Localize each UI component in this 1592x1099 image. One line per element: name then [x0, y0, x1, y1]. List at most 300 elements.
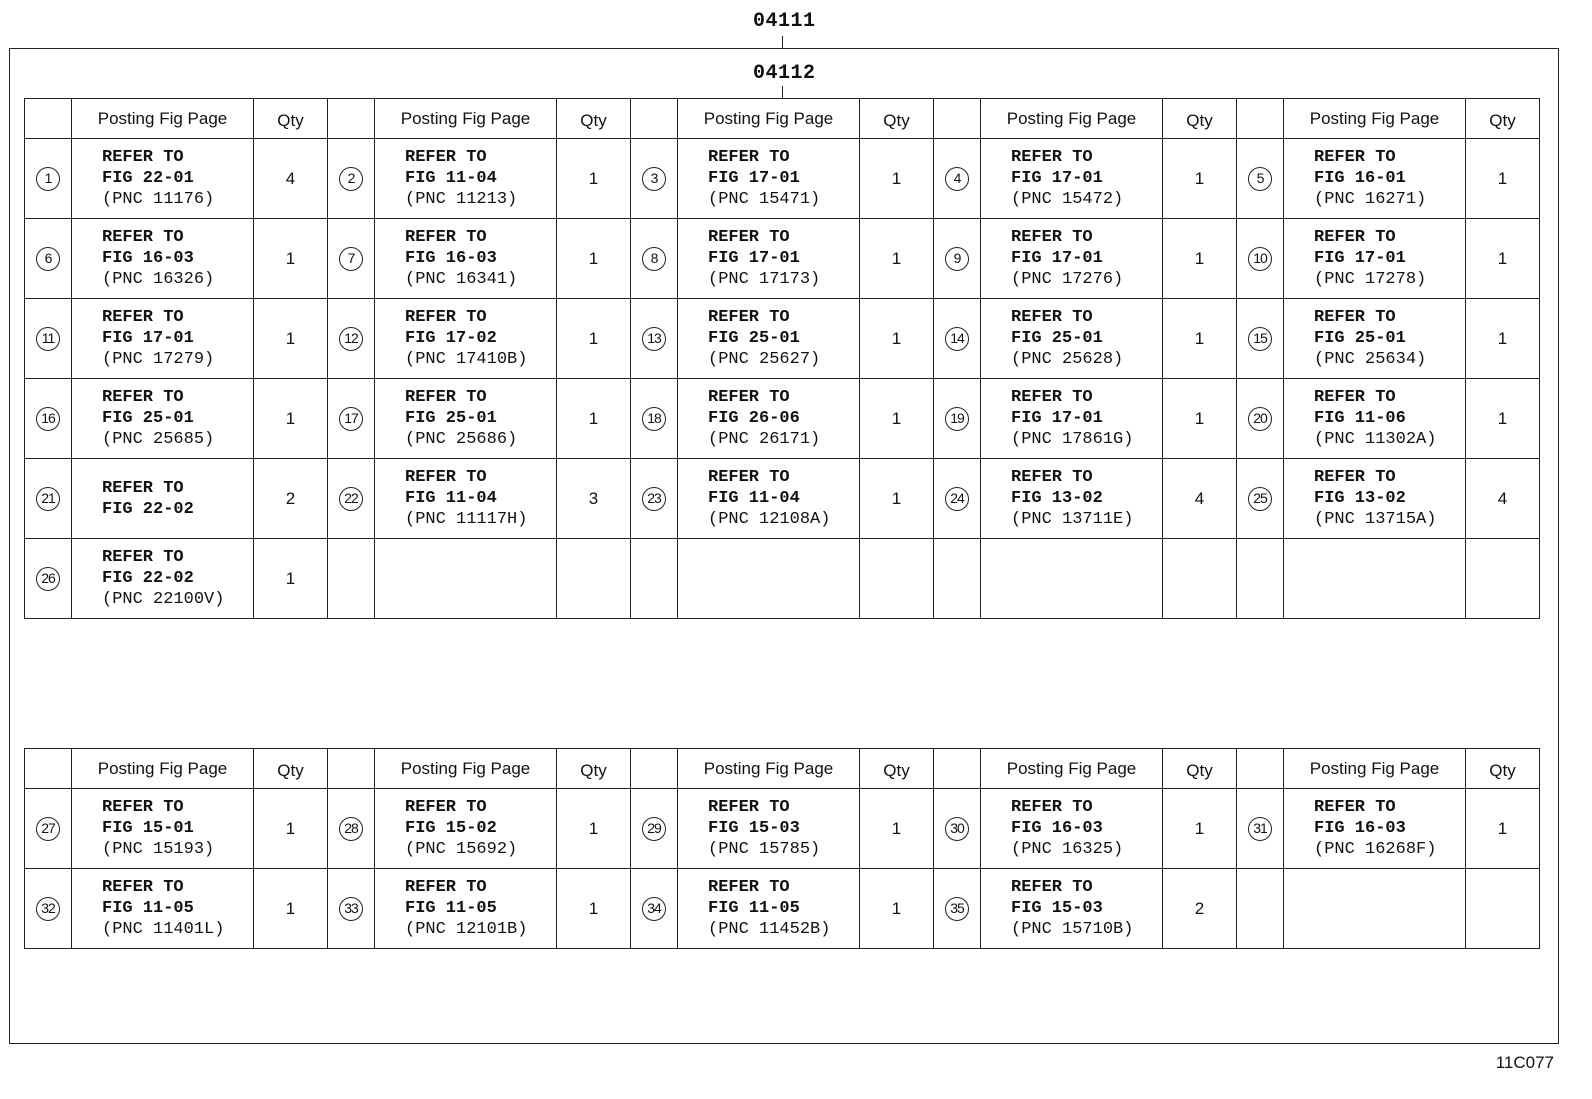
refer-to-text: REFER TO: [1011, 148, 1093, 167]
pnc-text: (PNC 16268F): [1314, 840, 1437, 859]
fig-page-text: FIG 25-01: [1011, 329, 1103, 348]
qty-cell: 1: [557, 139, 631, 219]
item-number-cell: [328, 539, 375, 619]
refer-to-text: REFER TO: [1314, 798, 1396, 817]
header-number-cell: [631, 99, 678, 139]
refer-to-text: REFER TO: [1011, 798, 1093, 817]
reference-cell: [72, 539, 254, 619]
reference-cell: [1284, 139, 1466, 219]
refer-to-text: REFER TO: [1314, 468, 1396, 487]
item-number-cell: [25, 869, 72, 949]
item-number-cell: [934, 459, 981, 539]
qty-cell: 1: [860, 219, 934, 299]
fig-page-text: FIG 17-01: [708, 169, 800, 188]
figure-code: 11C077: [1495, 1053, 1554, 1072]
qty-cell: 1: [860, 789, 934, 869]
reference-cell: [1284, 539, 1466, 619]
fig-page-text: FIG 11-06: [1314, 409, 1406, 428]
item-number-cell: [1237, 539, 1284, 619]
pnc-text: (PNC 12108A): [708, 510, 831, 529]
item-number-cell: [25, 459, 72, 539]
pnc-text: (PNC 15710B): [1011, 920, 1134, 939]
table-row: [25, 789, 1540, 869]
item-number-badge: 11: [36, 327, 60, 351]
item-number-cell: [934, 789, 981, 869]
item-number-cell: [1237, 789, 1284, 869]
item-number-cell: [328, 459, 375, 539]
pnc-text: (PNC 13711E): [1011, 510, 1134, 529]
qty-cell: 1: [860, 139, 934, 219]
item-number-badge: 23: [642, 487, 666, 511]
header-qty: Qty: [1466, 749, 1540, 789]
reference-cell: [981, 539, 1163, 619]
reference-cell: [375, 539, 557, 619]
item-number-cell: [1237, 219, 1284, 299]
qty-cell: 4: [1163, 459, 1237, 539]
header-posting-fig-page: Posting Fig Page: [375, 99, 557, 139]
fig-page-text: FIG 15-01: [102, 819, 194, 838]
item-number-badge: 1: [36, 167, 60, 191]
refer-to-text: REFER TO: [102, 148, 184, 167]
item-number-cell: [1237, 869, 1284, 949]
reference-cell: [678, 869, 860, 949]
fig-page-text: FIG 17-01: [1314, 249, 1406, 268]
item-number-cell: [1237, 459, 1284, 539]
item-number-badge: 35: [945, 897, 969, 921]
pnc-text: (PNC 17861G): [1011, 430, 1134, 449]
fig-page-text: FIG 11-04: [405, 169, 497, 188]
item-number-badge: 20: [1248, 407, 1272, 431]
item-number-badge: 4: [945, 167, 969, 191]
header-posting-fig-page: Posting Fig Page: [981, 99, 1163, 139]
pnc-text: (PNC 12101B): [405, 920, 528, 939]
header-posting-fig-page: Posting Fig Page: [981, 749, 1163, 789]
pnc-text: (PNC 25686): [405, 430, 518, 449]
refer-to-text: REFER TO: [102, 548, 184, 567]
item-number-badge: 10: [1248, 247, 1272, 271]
item-number-cell: [631, 379, 678, 459]
item-number-badge: 16: [36, 407, 60, 431]
qty-cell: 1: [1466, 299, 1540, 379]
qty-cell: 1: [254, 379, 328, 459]
refer-to-text: REFER TO: [708, 388, 790, 407]
reference-cell: [678, 139, 860, 219]
header-qty: Qty: [860, 749, 934, 789]
qty-cell: 1: [557, 219, 631, 299]
qty-cell: 3: [557, 459, 631, 539]
reference-cell: [375, 139, 557, 219]
pnc-text: (PNC 17278): [1314, 270, 1427, 289]
refer-to-text: REFER TO: [1011, 878, 1093, 897]
pnc-text: (PNC 15472): [1011, 190, 1124, 209]
pnc-text: (PNC 25627): [708, 350, 821, 369]
refer-to-text: REFER TO: [1314, 388, 1396, 407]
qty-cell: 1: [557, 869, 631, 949]
item-number-badge: 5: [1248, 167, 1272, 191]
item-number-cell: [631, 139, 678, 219]
header-posting-fig-page: Posting Fig Page: [72, 99, 254, 139]
fig-page-text: FIG 15-03: [708, 819, 800, 838]
refer-to-text: REFER TO: [405, 878, 487, 897]
pnc-text: (PNC 13715A): [1314, 510, 1437, 529]
qty-cell: 1: [1163, 379, 1237, 459]
fig-page-text: FIG 17-01: [708, 249, 800, 268]
header-row: [25, 749, 1540, 789]
qty-cell: 1: [1466, 139, 1540, 219]
pnc-text: (PNC 16326): [102, 270, 215, 289]
pnc-text: (PNC 25628): [1011, 350, 1124, 369]
refer-to-text: REFER TO: [405, 308, 487, 327]
header-number-cell: [934, 99, 981, 139]
item-number-cell: [25, 219, 72, 299]
table-row: [25, 869, 1540, 949]
item-number-badge: 9: [945, 247, 969, 271]
refer-to-text: REFER TO: [405, 388, 487, 407]
pnc-text: (PNC 11176): [102, 190, 215, 209]
header-number-cell: [25, 749, 72, 789]
header-qty: Qty: [254, 99, 328, 139]
fig-page-text: FIG 15-02: [405, 819, 497, 838]
pnc-text: (PNC 25685): [102, 430, 215, 449]
fig-page-text: FIG 22-01: [102, 169, 194, 188]
item-number-badge: 7: [339, 247, 363, 271]
reference-cell: [72, 789, 254, 869]
pnc-text: (PNC 22100V): [102, 590, 225, 609]
reference-cell: [1284, 379, 1466, 459]
table-row: [25, 459, 1540, 539]
item-number-badge: 31: [1248, 817, 1272, 841]
reference-cell: [1284, 459, 1466, 539]
item-number-badge: 14: [945, 327, 969, 351]
fig-page-text: FIG 17-01: [1011, 409, 1103, 428]
header-qty: Qty: [860, 99, 934, 139]
pnc-text: (PNC 16325): [1011, 840, 1124, 859]
pnc-text: (PNC 16271): [1314, 190, 1427, 209]
item-number-badge: 33: [339, 897, 363, 921]
header-number-cell: [631, 749, 678, 789]
item-number-badge: 22: [339, 487, 363, 511]
item-number-cell: [25, 299, 72, 379]
item-number-cell: [934, 139, 981, 219]
qty-cell: 1: [254, 789, 328, 869]
qty-cell: 1: [1163, 299, 1237, 379]
qty-cell: [557, 539, 631, 619]
header-posting-fig-page: Posting Fig Page: [1284, 99, 1466, 139]
fig-page-text: FIG 17-01: [1011, 249, 1103, 268]
item-number-cell: [328, 869, 375, 949]
item-number-badge: 26: [36, 567, 60, 591]
item-number-cell: [328, 139, 375, 219]
header-row: [25, 99, 1540, 139]
reference-cell: [981, 219, 1163, 299]
header-number-cell: [25, 99, 72, 139]
refer-to-text: REFER TO: [1011, 468, 1093, 487]
refer-to-text: REFER TO: [405, 228, 487, 247]
pnc-text: (PNC 11117H): [405, 510, 528, 529]
reference-cell: [1284, 219, 1466, 299]
header-number-cell: [934, 749, 981, 789]
fig-page-text: FIG 25-01: [1314, 329, 1406, 348]
fig-page-text: FIG 17-01: [1011, 169, 1103, 188]
reference-cell: [678, 539, 860, 619]
pnc-text: (PNC 25634): [1314, 350, 1427, 369]
refer-to-text: REFER TO: [708, 308, 790, 327]
refer-to-text: REFER TO: [1011, 228, 1093, 247]
qty-cell: 1: [557, 379, 631, 459]
item-number-cell: [328, 219, 375, 299]
item-number-badge: 2: [339, 167, 363, 191]
pnc-text: (PNC 11213): [405, 190, 518, 209]
item-number-badge: 15: [1248, 327, 1272, 351]
table-row: [25, 139, 1540, 219]
qty-cell: 1: [254, 869, 328, 949]
reference-cell: [981, 789, 1163, 869]
reference-cell: [72, 379, 254, 459]
pnc-text: (PNC 15692): [405, 840, 518, 859]
header-posting-fig-page: Posting Fig Page: [678, 99, 860, 139]
qty-cell: 1: [1466, 379, 1540, 459]
pnc-text: (PNC 26171): [708, 430, 821, 449]
qty-cell: 1: [1163, 219, 1237, 299]
item-number-cell: [1237, 139, 1284, 219]
header-qty: Qty: [1466, 99, 1540, 139]
reference-cell: [375, 789, 557, 869]
reference-cell: [72, 299, 254, 379]
reference-cell: [981, 459, 1163, 539]
reference-cell: [1284, 869, 1466, 949]
reference-cell: [72, 139, 254, 219]
sub-assembly-code: 04112: [753, 62, 816, 85]
fig-page-text: FIG 22-02: [102, 569, 194, 588]
fig-page-text: FIG 11-05: [405, 899, 497, 918]
refer-to-text: REFER TO: [102, 308, 184, 327]
item-number-badge: 6: [36, 247, 60, 271]
refer-to-text: REFER TO: [102, 878, 184, 897]
header-qty: Qty: [254, 749, 328, 789]
refer-to-text: REFER TO: [405, 148, 487, 167]
reference-cell: [375, 219, 557, 299]
item-number-cell: [25, 539, 72, 619]
qty-cell: 1: [1163, 139, 1237, 219]
item-number-cell: [25, 789, 72, 869]
pnc-text: (PNC 11452B): [708, 920, 831, 939]
header-number-cell: [1237, 749, 1284, 789]
pnc-text: (PNC 17276): [1011, 270, 1124, 289]
item-number-cell: [631, 869, 678, 949]
item-number-badge: 12: [339, 327, 363, 351]
item-number-badge: 30: [945, 817, 969, 841]
item-number-cell: [25, 379, 72, 459]
item-number-badge: 13: [642, 327, 666, 351]
table-row: [25, 299, 1540, 379]
refer-to-text: REFER TO: [708, 878, 790, 897]
fig-page-text: FIG 11-05: [708, 899, 800, 918]
item-number-cell: [1237, 299, 1284, 379]
qty-cell: 4: [254, 139, 328, 219]
qty-cell: 1: [557, 789, 631, 869]
item-number-badge: 25: [1248, 487, 1272, 511]
fig-page-text: FIG 15-03: [1011, 899, 1103, 918]
fig-page-text: FIG 17-02: [405, 329, 497, 348]
item-number-badge: 19: [945, 407, 969, 431]
item-number-badge: 8: [642, 247, 666, 271]
refer-to-text: REFER TO: [708, 148, 790, 167]
reference-table-1: [24, 98, 1540, 619]
header-number-cell: [328, 99, 375, 139]
fig-page-text: FIG 16-03: [405, 249, 497, 268]
reference-cell: [375, 379, 557, 459]
reference-cell: [678, 789, 860, 869]
pnc-text: (PNC 17279): [102, 350, 215, 369]
qty-cell: 1: [860, 869, 934, 949]
pnc-text: (PNC 11302A): [1314, 430, 1437, 449]
fig-page-text: FIG 13-02: [1314, 489, 1406, 508]
qty-cell: 1: [860, 299, 934, 379]
table-row: [25, 539, 1540, 619]
item-number-cell: [934, 379, 981, 459]
fig-page-text: FIG 16-03: [1011, 819, 1103, 838]
reference-cell: [678, 219, 860, 299]
item-number-badge: 34: [642, 897, 666, 921]
refer-to-text: REFER TO: [102, 228, 184, 247]
reference-cell: [1284, 299, 1466, 379]
item-number-cell: [934, 539, 981, 619]
fig-page-text: FIG 25-01: [102, 409, 194, 428]
item-number-badge: 24: [945, 487, 969, 511]
item-number-badge: 28: [339, 817, 363, 841]
refer-to-text: REFER TO: [1011, 388, 1093, 407]
fig-page-text: FIG 25-01: [405, 409, 497, 428]
item-number-cell: [25, 139, 72, 219]
header-posting-fig-page: Posting Fig Page: [678, 749, 860, 789]
reference-cell: [375, 869, 557, 949]
item-number-cell: [631, 789, 678, 869]
qty-cell: [1466, 539, 1540, 619]
qty-cell: 1: [1466, 219, 1540, 299]
fig-page-text: FIG 17-01: [102, 329, 194, 348]
qty-cell: 1: [860, 459, 934, 539]
qty-cell: [1163, 539, 1237, 619]
refer-to-text: REFER TO: [405, 798, 487, 817]
qty-cell: 2: [254, 459, 328, 539]
qty-cell: [860, 539, 934, 619]
fig-page-text: FIG 13-02: [1011, 489, 1103, 508]
item-number-badge: 18: [642, 407, 666, 431]
item-number-cell: [934, 869, 981, 949]
header-number-cell: [1237, 99, 1284, 139]
refer-to-text: REFER TO: [708, 468, 790, 487]
table-row: [25, 219, 1540, 299]
header-posting-fig-page: Posting Fig Page: [1284, 749, 1466, 789]
item-number-badge: 32: [36, 897, 60, 921]
refer-to-text: REFER TO: [102, 388, 184, 407]
reference-table-2: [24, 748, 1540, 949]
refer-to-text: REFER TO: [708, 228, 790, 247]
item-number-badge: 17: [339, 407, 363, 431]
refer-to-text: REFER TO: [1314, 308, 1396, 327]
refer-to-text: REFER TO: [1314, 148, 1396, 167]
qty-cell: 4: [1466, 459, 1540, 539]
fig-page-text: FIG 16-03: [102, 249, 194, 268]
reference-cell: [72, 459, 254, 539]
item-number-cell: [328, 379, 375, 459]
reference-cell: [72, 219, 254, 299]
fig-page-text: FIG 11-04: [405, 489, 497, 508]
refer-to-text: REFER TO: [405, 468, 487, 487]
qty-cell: 1: [557, 299, 631, 379]
table-row: [25, 379, 1540, 459]
item-number-cell: [631, 219, 678, 299]
item-number-cell: [631, 539, 678, 619]
top-assembly-code: 04111: [753, 10, 816, 33]
reference-cell: [375, 299, 557, 379]
refer-to-text: REFER TO: [708, 798, 790, 817]
header-qty: Qty: [557, 749, 631, 789]
refer-to-text: REFER TO: [1314, 228, 1396, 247]
pnc-text: (PNC 15193): [102, 840, 215, 859]
qty-cell: 1: [254, 219, 328, 299]
header-qty: Qty: [557, 99, 631, 139]
item-number-cell: [1237, 379, 1284, 459]
fig-page-text: FIG 16-03: [1314, 819, 1406, 838]
fig-page-text: FIG 25-01: [708, 329, 800, 348]
reference-cell: [375, 459, 557, 539]
refer-to-text: REFER TO: [1011, 308, 1093, 327]
qty-cell: 1: [1466, 789, 1540, 869]
qty-cell: [1466, 869, 1540, 949]
header-qty: Qty: [1163, 749, 1237, 789]
qty-cell: 1: [1163, 789, 1237, 869]
qty-cell: 1: [254, 539, 328, 619]
reference-cell: [981, 139, 1163, 219]
item-number-cell: [631, 299, 678, 379]
item-number-cell: [934, 299, 981, 379]
fig-page-text: FIG 11-04: [708, 489, 800, 508]
reference-cell: [678, 379, 860, 459]
pnc-text: (PNC 11401L): [102, 920, 225, 939]
fig-page-text: FIG 16-01: [1314, 169, 1406, 188]
reference-cell: [1284, 789, 1466, 869]
reference-cell: [981, 869, 1163, 949]
pnc-text: (PNC 16341): [405, 270, 518, 289]
refer-to-text: REFER TO: [102, 798, 184, 817]
item-number-cell: [631, 459, 678, 539]
fig-page-text: FIG 26-06: [708, 409, 800, 428]
header-qty: Qty: [1163, 99, 1237, 139]
item-number-badge: 21: [36, 487, 60, 511]
reference-cell: [981, 299, 1163, 379]
pnc-text: (PNC 17173): [708, 270, 821, 289]
header-posting-fig-page: Posting Fig Page: [72, 749, 254, 789]
item-number-cell: [934, 219, 981, 299]
qty-cell: 1: [254, 299, 328, 379]
header-number-cell: [328, 749, 375, 789]
item-number-badge: 27: [36, 817, 60, 841]
reference-cell: [678, 299, 860, 379]
header-posting-fig-page: Posting Fig Page: [375, 749, 557, 789]
item-number-cell: [328, 789, 375, 869]
qty-cell: 1: [860, 379, 934, 459]
reference-cell: [678, 459, 860, 539]
item-number-cell: [328, 299, 375, 379]
pnc-text: (PNC 15471): [708, 190, 821, 209]
reference-cell: [981, 379, 1163, 459]
item-number-badge: 29: [642, 817, 666, 841]
fig-page-text: FIG 11-05: [102, 899, 194, 918]
fig-page-text: FIG 22-02: [102, 499, 194, 519]
qty-cell: 2: [1163, 869, 1237, 949]
reference-cell: [72, 869, 254, 949]
